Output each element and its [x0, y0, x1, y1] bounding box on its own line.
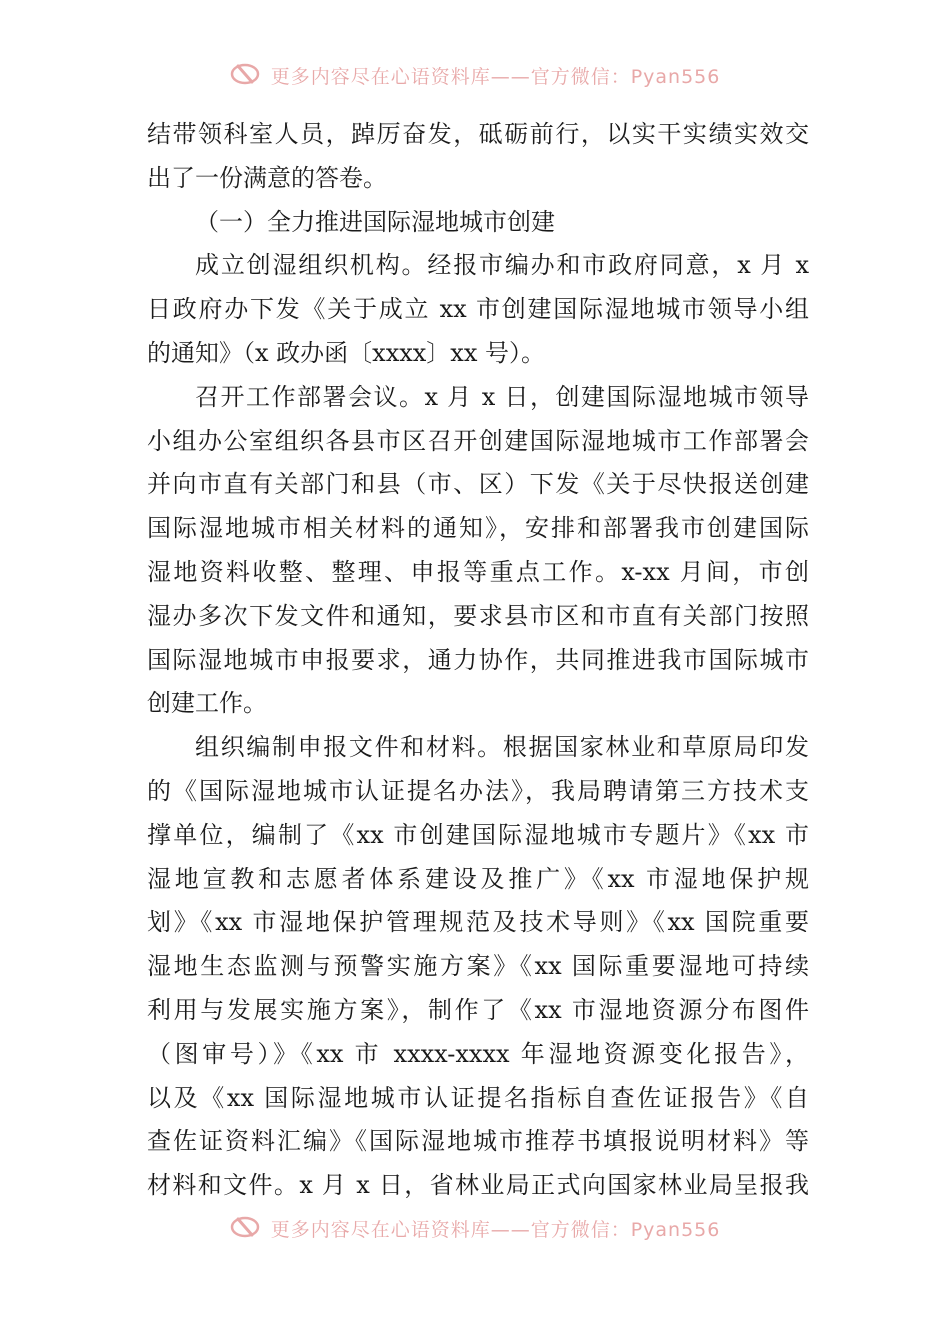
body-line: 出了一份满意的答卷。 [147, 163, 387, 192]
body-line: 国际湿地城市申报要求，通力协作，共同推进我市国际城市 [147, 645, 809, 674]
header-watermark [0, 60, 950, 91]
watermark-logo-icon [230, 1213, 260, 1244]
body-line: 成立创湿组织机构。经报市编办和市政府同意，x 月 x [195, 251, 809, 280]
body-line: 小组办公室组织各县市区召开创建国际湿地城市工作部署会 [147, 426, 809, 455]
body-line: 划》《xx 市湿地保护管理规范及技术导则》《xx 国院重要 [147, 908, 809, 937]
body-line: 利用与发展实施方案》，制作了《xx 市湿地资源分布图件 [147, 995, 809, 1024]
document-body [147, 113, 809, 1208]
body-line: 以及《xx 国际湿地城市认证提名指标自查佐证报告》《自 [147, 1083, 809, 1112]
body-line: 并向市直有关部门和县（市、区）下发《关于尽快报送创建 [147, 470, 809, 499]
body-line: 召开工作部署会议。x 月 x 日，创建国际湿地城市领导 [195, 382, 809, 411]
body-line: 结带领科室人员，踔厉奋发，砥砺前行，以实干实绩实效交 [147, 120, 809, 148]
body-line: 组织编制申报文件和材料。根据国家林业和草原局印发 [195, 733, 809, 762]
body-line: 创建工作。 [147, 689, 267, 718]
body-line: 撑单位，编制了《xx 市创建国际湿地城市专题片》《xx 市 [147, 820, 809, 849]
body-line: 材料和文件。x 月 x 日，省林业局正式向国家林业局呈报我 [147, 1171, 809, 1200]
section-heading: （一）全力推进国际湿地城市创建 [195, 207, 555, 236]
body-line: 查佐证资料汇编》《国际湿地城市推荐书填报说明材料》等 [147, 1127, 809, 1156]
body-line: 的《国际湿地城市认证提名办法》，我局聘请第三方技术支 [147, 776, 809, 805]
footer-watermark [0, 1213, 950, 1244]
body-line: 国际湿地城市相关材料的通知》，安排和部署我市创建国际 [147, 514, 809, 543]
body-line: 湿地生态监测与预警实施方案》《xx 国际重要湿地可持续 [147, 952, 809, 981]
watermark-logo-icon [230, 60, 260, 91]
body-line: 湿办多次下发文件和通知，要求县市区和市直有关部门按照 [147, 601, 809, 630]
body-line: 的通知》（x 政办函〔xxxx〕xx 号）。 [147, 338, 546, 367]
body-line: （图审号）》《xx 市 xxxx-xxxx 年湿地资源变化报告》， [147, 1039, 809, 1068]
body-line: 日政府办下发《关于成立 xx 市创建国际湿地城市领导小组 [147, 295, 809, 324]
watermark-text: 更多内容尽在心语资料库——官方微信：Pyan556 [270, 1219, 721, 1241]
body-line: 湿地资料收整、整理、申报等重点工作。x-xx 月间，市创 [147, 557, 809, 586]
body-line: 湿地宣教和志愿者体系建设及推广》《xx 市湿地保护规 [147, 864, 809, 893]
watermark-text: 更多内容尽在心语资料库——官方微信：Pyan556 [270, 66, 721, 88]
